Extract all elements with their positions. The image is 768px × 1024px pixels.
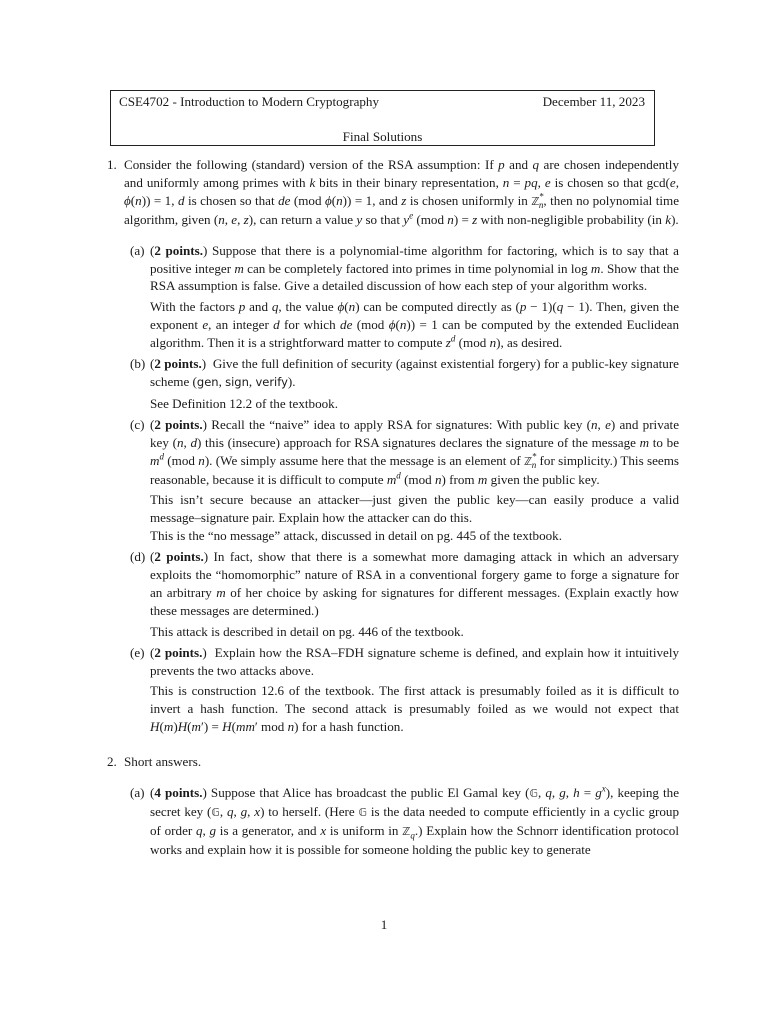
points: 2 points [154,242,200,258]
question-2-parts [124,784,679,859]
part-answer: See Definition 12.2 of the textbook. [150,395,339,411]
question-1 [107,156,679,736]
question-text: Consider the following (standard) version of the RSA assumption: If p and q are chosen independently and uniformly among primes with k bits in their binary representation, n = pq, e is chosen so that gcd(e, ϕ(n)) = 1, d is chosen so that de (mod ϕ(n)) = 1, and z is chosen uniformly in ℤ*$_n$, then no polynomial time algorithm, given (n, e, z), can return a value y so that $y^e$ (mod n) = z with non-negligible probability (in k). [124,157,680,227]
points: 4 points [154,785,200,801]
question-number: 1. [107,157,117,172]
part-question: (2 points.) Suppose that there is a polynomial-time algorithm for factoring, which is to say that a positive integer m can be completely factored into primes in time polynomial in log m. Show that the RSA assumption is false. Give a detailed discussion of how each step of your algorithm works. [150,242,679,294]
part-question: (4 points.) Suppose that Alice has broadcast the public El Gamal key (𝔾, q, g, $h = g^x$), keeping the secret key (𝔾, q, g, x) to herself. (Here 𝔾 is the data needed to compute efficiently in a cyclic group of order q, g is a generator, and x is uniform in ℤ$_q$.) Explain how the Schnorr identification protocol works and explain how it is possible for someone holding the public key to generate [150,783,680,857]
page-number: 1 [380,917,388,932]
part-label: (b) [130,356,146,372]
points: 2 points [154,416,200,432]
part-answer: This is construction 12.6 of the textbook. The first attack is presumably foiled as it is difficult to invert a hash function. The second attack is presumably foiled as we would not expect that H(m)H(m′) = H(mm′ mod n) for a hash function. [150,683,679,735]
part-label: (e) [130,644,145,660]
document-title: Final Solutions [342,129,423,144]
points: 2 points [154,644,200,660]
question-text: Short answers. [124,754,202,770]
part-label: (d) [130,549,146,565]
part-1e [130,644,679,737]
points: 2 points [154,549,201,565]
points: 2 points [154,356,199,372]
part-question: (2 points.) In fact, show that there is a somewhat more damaging attack in which an adversary exploits the “homomorphic” nature of RSA in a conventional forgery game to forge a signature for an arbitrary m of her choice by asking for signatures for different messages. (Explain exactly how these messages are determined.) [150,549,679,618]
part-label: (a) [130,242,145,258]
header-box [110,90,655,146]
part-answer: This isn’t secure because an attacker—just given the public key—can easily produce a valid message–signature pair. Explain how the attacker can do this. This is the “no message” attack, discussed in detail on pg. 445 of the textbook. [150,492,679,544]
part-question: (2 points.) Explain how the RSA–FDH signature scheme is defined, and explain how it intuitively prevents the two attacks above. [150,644,680,678]
part-label: (c) [130,416,145,432]
part-answer: This attack is described in detail on pg. 446 of the textbook. [150,623,464,639]
part-question: (2 points.) Give the full definition of security (against existential forgery) for a public-key signature scheme (gen, sign, verify). [150,356,679,389]
question-2 [107,753,679,859]
part-2a [130,784,679,859]
document-body [107,156,679,862]
part-question: (2 points.) Recall the “naive” idea to apply RSA for signatures: With public key (n, e) and private key (n, d) this (insecure) approach for RSA signatures declares the signature of the message m to be $m^d$ (mod n). (We simply assume here that the message is an element of ℤ*$_n$ for simplicity.) This seems reasonable, because it is difficult to compute $m^d$ (mod n) from m given the public key. [150,416,680,487]
part-1d [130,548,679,641]
part-1a [130,242,679,352]
exam-date: December 11, 2023 [542,94,645,109]
part-label: (a) [130,785,145,801]
part-answer: With the factors p and q, the value ϕ(n) can be computed directly as (p − 1)(q − 1). Then, given the exponent e, an integer d for which de (mod ϕ(n)) = 1 can be computed by the extended Euclidean algorithm. Then it is a strightforward matter to compute $z^d$ (mod n), as desired. [150,299,680,351]
question-1-parts [124,242,679,737]
course-title: CSE4702 - Introduction to Modern Cryptography [119,94,380,109]
part-1c [130,416,679,545]
question-number: 2. [107,754,117,770]
part-1b [130,355,679,413]
